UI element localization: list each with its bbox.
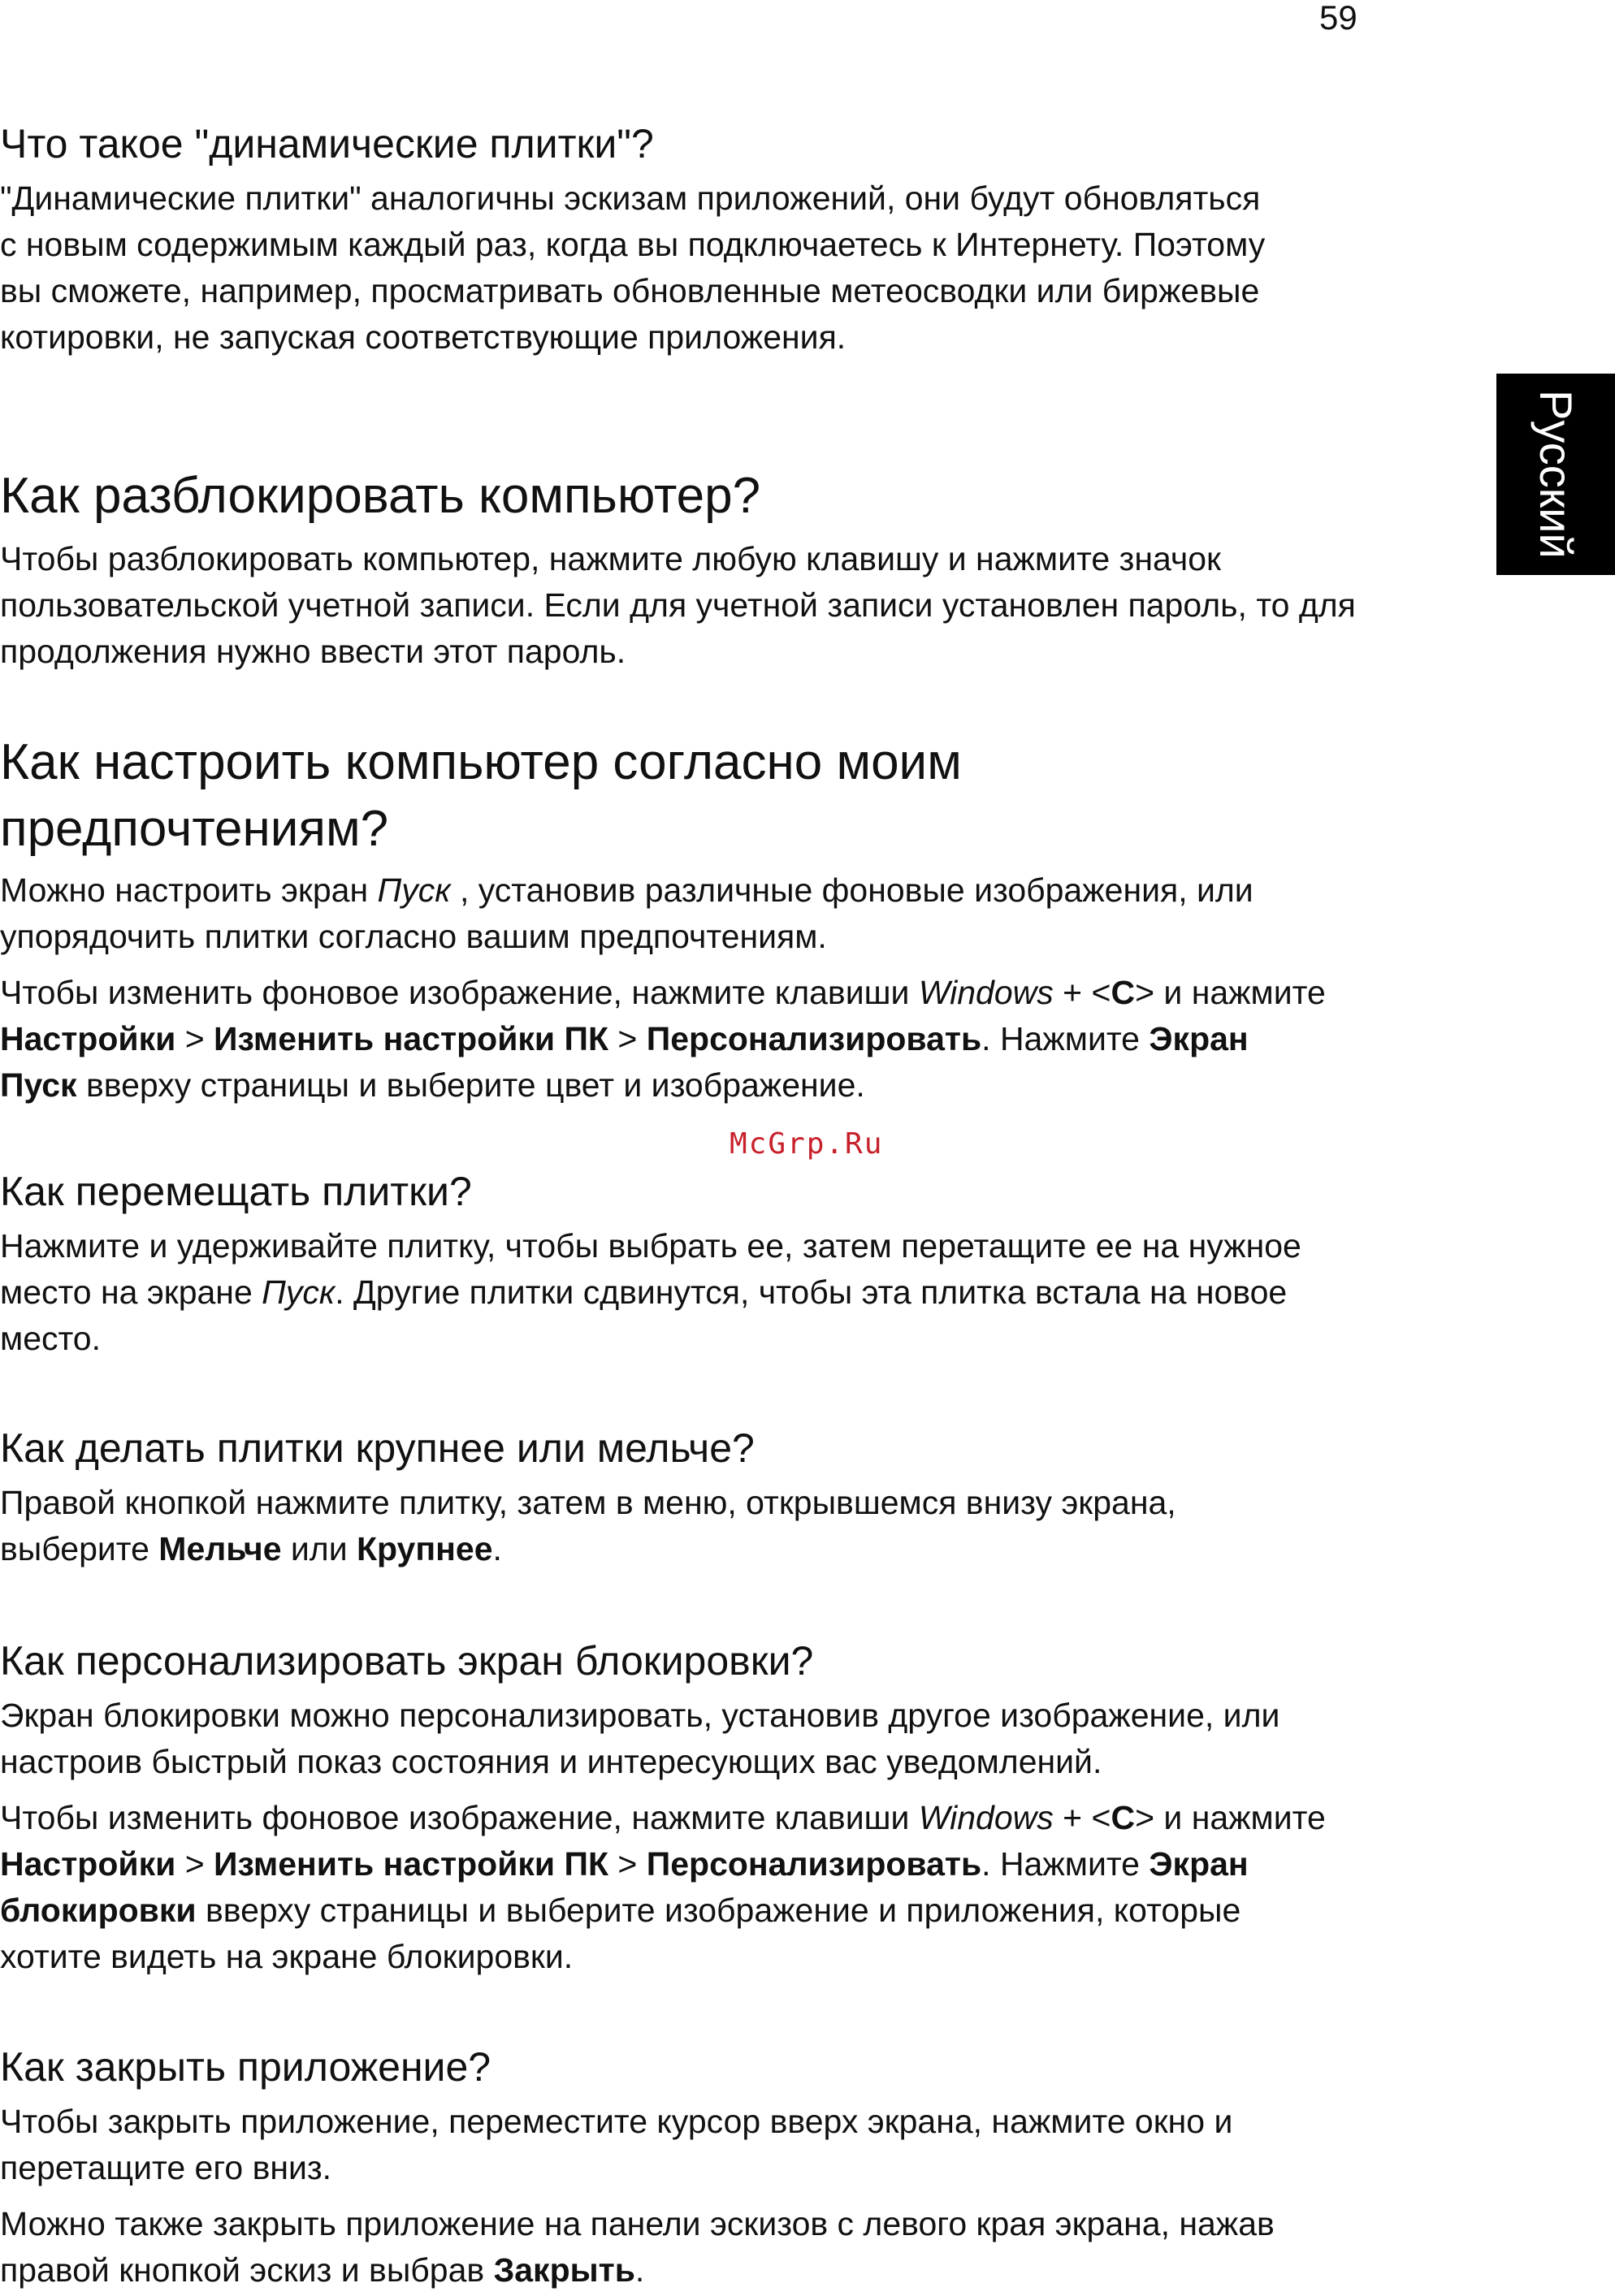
section-paragraph: Нажмите и удерживайте плитку, чтобы выбрать ее, затем перетащите ее на нужное место на экране Пуск. Другие плитки сдвинутся, чтобы эта плитка встала на новое место. [0, 1227, 1301, 1357]
page-number: 59 [1319, 0, 1357, 37]
section-paragraph: "Динамические плитки" аналогичны эскизам приложений, они будут обновляться с новым содержимым каждый раз, когда вы подключаетесь к Интернету. Поэтому вы сможете, например, просматривать обновленные метеосводки или биржевые котировки, не запуская соответствующие приложения. [0, 179, 1266, 356]
section-heading: Как настроить компьютер согласно моим предпочтениям? [0, 734, 962, 857]
section-personalize [0, 729, 1381, 1109]
section-paragraph: Экран блокировки можно персонализировать, установив другое изображение, или настроив быстрый показ состояния и интересующих вас уведомлений. [0, 1697, 1280, 1780]
section-move-tiles [0, 1166, 1381, 1362]
section-unlock [0, 463, 1381, 675]
section-paragraph: Правой кнопкой нажмите плитку, затем в меню, открывшемся внизу экрана, выберите Мельче или Крупнее. [0, 1484, 1176, 1567]
section-paragraph: Чтобы закрыть приложение, переместите курсор вверх экрана, нажмите окно и перетащите его вниз. [0, 2103, 1233, 2186]
section-live-tiles [0, 119, 1381, 361]
section-heading: Что такое "динамические плитки"? [0, 121, 654, 166]
section-paragraph: Чтобы изменить фоновое изображение, нажмите клавиши Windows + <C> и нажмите Настройки > Изменить настройки ПК > Персонализировать. Нажмите Экран Пуск вверху страницы и выберите цвет и изображение. [0, 974, 1326, 1104]
section-heading: Как перемещать плитки? [0, 1169, 472, 1214]
section-heading: Как делать плитки крупнее или мельче? [0, 1425, 755, 1471]
section-paragraph: Чтобы разблокировать компьютер, нажмите любую клавишу и нажмите значок пользовательской учетной записи. Если для учетной записи установлен пароль, то для продолжения нужно ввести этот пароль. [0, 540, 1356, 670]
section-heading: Как разблокировать компьютер? [0, 468, 761, 524]
section-lock-screen [0, 1636, 1381, 1980]
watermark: McGrp.Ru [730, 1127, 884, 1161]
language-tab-label: Русский [1531, 390, 1582, 559]
section-heading: Как закрыть приложение? [0, 2044, 491, 2090]
section-heading: Как персонализировать экран блокировки? [0, 1638, 814, 1684]
language-tab [1496, 374, 1615, 575]
section-paragraph: Чтобы изменить фоновое изображение, нажмите клавиши Windows + <C> и нажмите Настройки > Изменить настройки ПК > Персонализировать. Нажмите Экран блокировки вверху страницы и выберите изображение и приложения, которые хотите видеть на экране блокировки. [0, 1799, 1326, 1975]
section-paragraph: Можно также закрыть приложение на панели эскизов с левого края экрана, нажав правой кнопкой эскиз и выбрав Закрыть. [0, 2205, 1275, 2289]
section-resize-tiles [0, 1423, 1381, 1572]
section-close-app [0, 2042, 1381, 2294]
section-paragraph: Можно настроить экран Пуск , установив различные фоновые изображения, или упорядочить плитки согласно вашим предпочтениям. [0, 871, 1253, 955]
